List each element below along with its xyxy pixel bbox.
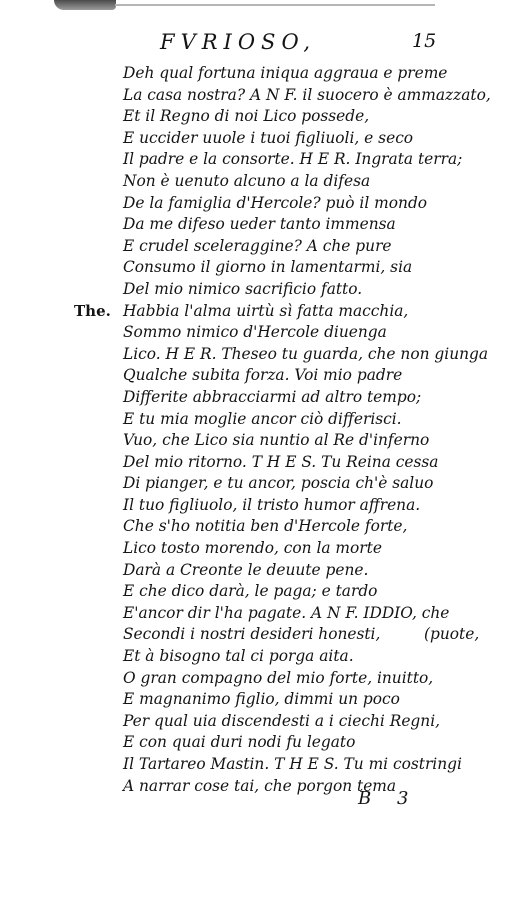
verse-line [0,279,521,301]
verse-line [0,516,521,538]
verse-text: De la famiglia d'Hercole? può il mondo [123,193,428,212]
verse-text: Et il Regno di noi Lico possede, [123,107,370,126]
verse-line [0,387,521,409]
verse-line [0,624,521,646]
verse-block [0,63,521,797]
verse-line [0,236,521,258]
verse-text: Che s'ho notitia ben d'Hercole forte, [123,517,408,536]
verse-line [0,732,521,754]
verse-text: Sommo nimico d'Hercole diuenga [123,323,387,342]
verse-text: Et à bisogno tal ci porga aita. [123,647,354,666]
verse-line [0,452,521,474]
verse-line [0,322,521,344]
verse-text: Il tuo figliuolo, il tristo humor affrena. [123,495,421,514]
verse-line [0,409,521,431]
verse-line [0,689,521,711]
verse-text: O gran compagno del mio forte, inuitto, [123,668,434,687]
verse-line [0,257,521,279]
verse-text: La casa nostra? A N F. il suocero è ammazzato, [123,85,491,104]
verse-text: Del mio nimico sacrificio fatto. [123,279,363,298]
verse-text: Secondi i nostri desideri honesti, [123,625,381,644]
verse-line [0,344,521,366]
verse-line [0,668,521,690]
verse-line [0,149,521,171]
verse-text: E'ancor dir l'ha pagate. A N F. IDDIO, che [123,603,450,622]
verse-text: Da me difeso ueder tanto immensa [123,215,396,234]
verse-line [0,646,521,668]
page-number: 15 [412,30,437,52]
verse-text: Qualche subita forza. Voi mio padre [123,366,403,385]
verse-line [0,473,521,495]
verse-line [0,128,521,150]
verse-text: Di pianger, e tu ancor, poscia ch'è saluo [123,474,434,493]
verse-line [0,538,521,560]
verse-line [0,214,521,236]
verse-line [0,776,521,798]
verse-line [0,63,521,85]
verse-text: E con quai duri nodi fu legato [123,733,356,752]
verse-text: E uccider uuole i tuoi figliuoli, e seco [123,128,414,147]
verse-text: Lico tosto morendo, con la morte [123,539,382,558]
running-head: FVRIOSO, [160,30,317,54]
verse-line [0,430,521,452]
verse-text: Per qual uia discendesti a i ciechi Regni, [123,711,441,730]
verse-line [0,495,521,517]
verse-line [0,581,521,603]
verse-line [0,193,521,215]
verse-line [0,603,521,625]
verse-line [0,171,521,193]
verse-line [0,85,521,107]
verse-text: Deh qual fortuna iniqua aggraua e preme [123,64,448,82]
verse-line [0,365,521,387]
verse-text: Consumo il giorno in lamentarmi, sia [123,258,413,277]
speaker-label: The. [74,301,111,320]
verse-text: Lico. H E R. Theseo tu guarda, che non giunga [123,344,489,363]
verse-text: Del mio ritorno. T H E S. Tu Reina cessa [123,452,439,471]
verse-text: E che dico darà, le paga; e tardo [123,582,378,601]
verse-text: Darà a Creonte le deuute pene. [123,560,369,579]
verse-line [0,754,521,776]
verse-text: E tu mia moglie ancor ciò differisci. [123,409,402,428]
verse-text: Habbia l'alma uirtù sì fatta macchia, [123,301,409,320]
verse-text: Il padre e la consorte. H E R. Ingrata terra; [123,150,463,169]
verse-text: Differite abbracciarmi ad altro tempo; [123,387,422,406]
top-rule [115,4,435,6]
verse-text: A narrar cose tai, che porgon tema [123,776,397,795]
verse-text: Il Tartareo Mastin. T H E S. Tu mi costringi [123,755,462,773]
verse-text: Vuo, che Lico sia nuntio al Re d'inferno [123,431,430,450]
verse-line [0,711,521,733]
verse-line [0,560,521,582]
verse-text: E crudel sceleraggine? A che pure [123,236,392,255]
signature-mark: B 3 [358,788,419,809]
verse-text: Non è uenuto alcuno a la difesa [123,171,371,190]
verse-line [0,301,521,323]
ink-smear [54,0,116,10]
verse-text: E magnanimo figlio, dimmi un poco [123,690,400,709]
verse-line [0,106,521,128]
turnover-word: (puote, [424,625,480,644]
